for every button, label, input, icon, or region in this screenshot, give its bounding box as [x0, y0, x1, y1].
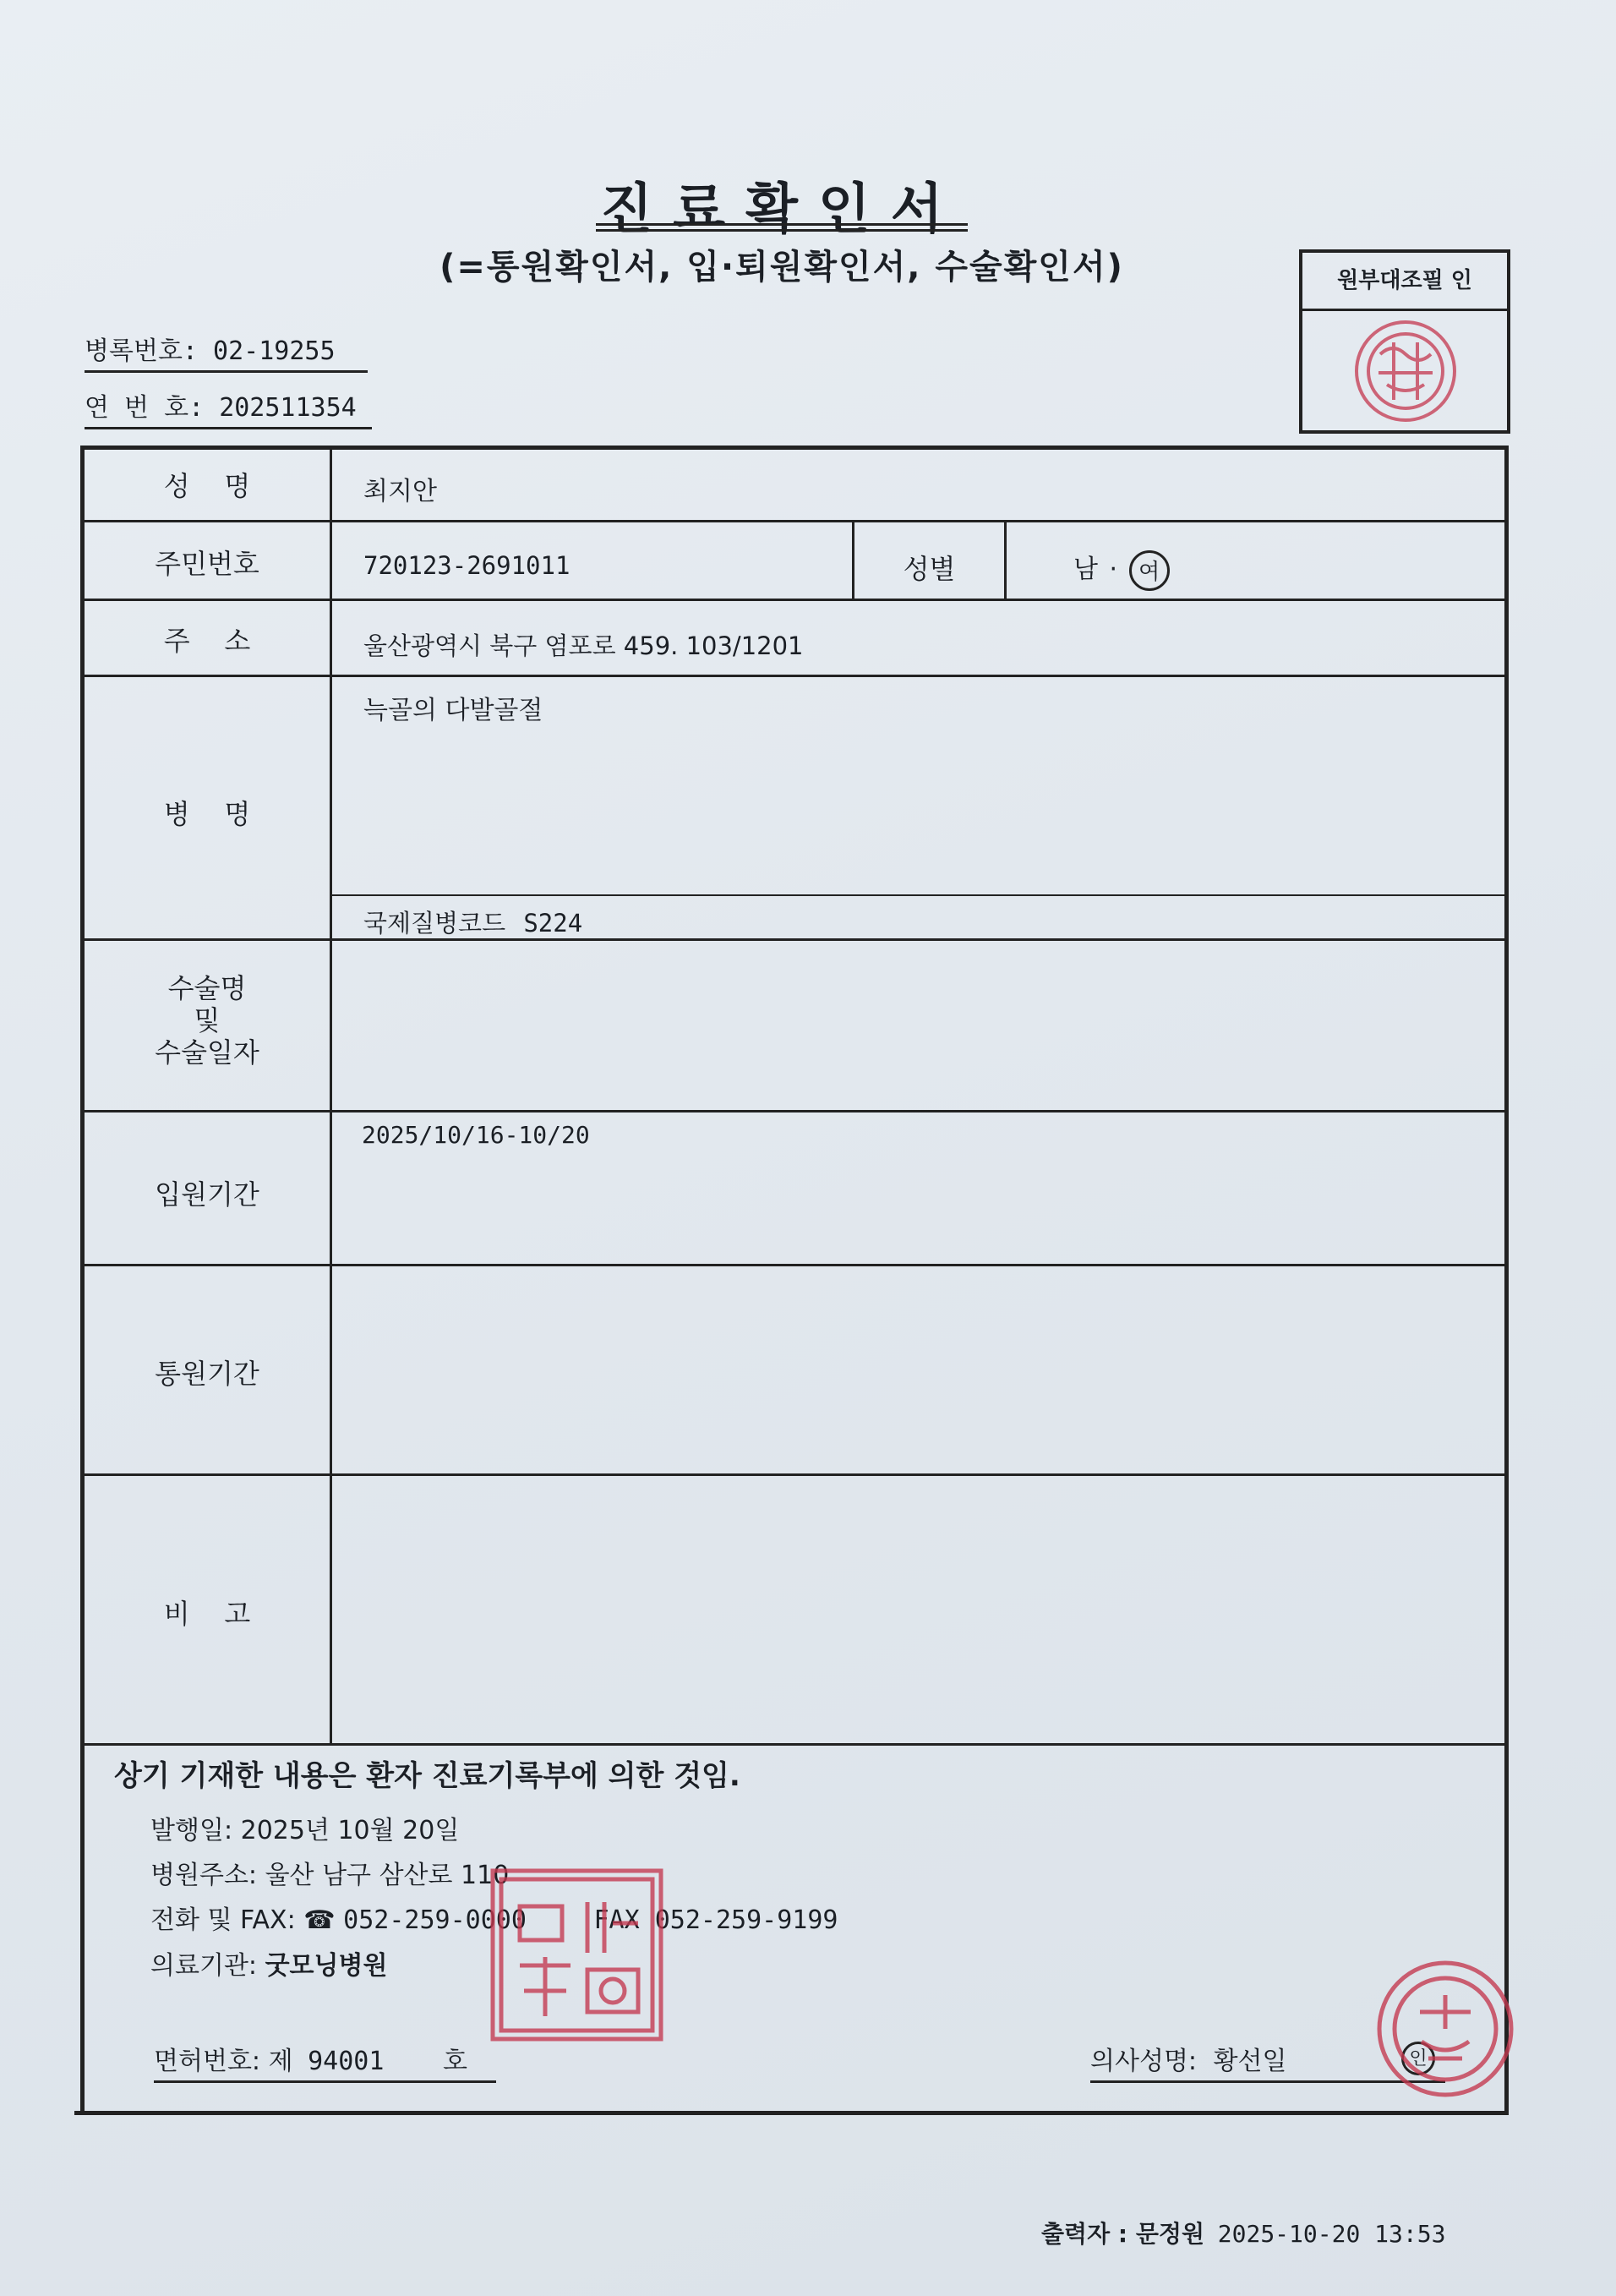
printout-line	[1041, 2216, 1445, 2250]
printer-label: 출력자 :	[1041, 2220, 1128, 2248]
row-separator	[80, 938, 1509, 941]
table-border-bottom	[74, 2111, 1509, 2115]
hospital-address-line	[150, 1854, 509, 1891]
license-label: 면허번호: 제	[154, 2047, 293, 2076]
printer-name: 문정원	[1135, 2220, 1204, 2248]
row-separator	[80, 1743, 1509, 1746]
sex-options: 남 · 여	[1073, 548, 1170, 591]
sex-value-divider	[1004, 520, 1007, 599]
issue-date-line	[150, 1809, 459, 1846]
id-label: 주민번호	[155, 548, 259, 580]
row-separator	[80, 520, 1509, 522]
icd-separator	[330, 894, 1509, 896]
verification-seal-label: 원부대조필 인	[1302, 253, 1507, 311]
surgery-label-line-1: 수술명	[167, 972, 247, 1004]
patient-name: 최지안	[363, 477, 437, 506]
label-column-divider	[330, 446, 332, 1743]
phone-icon: ☎	[303, 1905, 336, 1935]
doctor-label: 의사성명:	[1090, 2047, 1198, 2076]
surgery-label-line-3: 수술일자	[155, 1036, 259, 1069]
remarks-label: 비 고	[163, 1598, 251, 1630]
issue-date: 2025년 10월 20일	[240, 1816, 460, 1845]
institution-name: 굿모닝병원	[265, 1951, 388, 1981]
doctor-name: 황선일	[1213, 2047, 1287, 2076]
row-separator	[80, 675, 1509, 677]
fax-number: FAX 052-259-9199	[593, 1905, 838, 1935]
patient-address: 울산광역시 북구 염포로 459. 103/1201	[363, 631, 804, 660]
license-line	[154, 2040, 496, 2083]
institution-line	[150, 1944, 387, 1982]
phone-number: 052-259-0000	[343, 1905, 527, 1935]
table-border-top	[80, 446, 1509, 450]
diagnosis-value: 늑골의 다발골절	[363, 696, 543, 725]
table-border-left	[80, 446, 85, 2113]
serial-number-label: 연 번 호:	[85, 393, 205, 423]
record-number-value: 02-19255	[213, 336, 336, 366]
document-subtitle: (=통원확인서, 입·퇴원확인서, 수술확인서)	[439, 248, 1124, 287]
phone-label: 전화 및 FAX:	[150, 1905, 296, 1935]
icd-code	[363, 905, 582, 939]
hospital-address-label: 병원주소:	[150, 1861, 258, 1890]
icd-label: 국제질병코드	[363, 909, 506, 938]
sex-female-option-circled: 여	[1129, 550, 1170, 591]
license-suffix: 호	[442, 2047, 467, 2076]
surgery-label-line-2: 및	[194, 1004, 221, 1036]
resident-id: 720123-2691011	[363, 551, 571, 580]
record-number-label: 병록번호:	[85, 336, 198, 366]
row-separator	[80, 1473, 1509, 1476]
surgery-label	[85, 972, 330, 1069]
license-number: 94001	[308, 2047, 385, 2076]
doctor-seal-mark: 인	[1401, 2042, 1435, 2075]
table-border-right	[1504, 446, 1509, 2113]
certification-statement: 상기 기재한 내용은 환자 진료기록부에 의한 것임.	[114, 1759, 740, 1793]
admission-label: 입원기간	[155, 1178, 259, 1211]
outpatient-label: 통원기간	[155, 1358, 259, 1390]
diagnosis-label: 병 명	[163, 798, 251, 830]
sex-label: 성별	[903, 553, 956, 585]
issue-date-label: 발행일:	[150, 1816, 233, 1845]
row-separator	[80, 1110, 1509, 1112]
serial-number-value: 202511354	[219, 393, 357, 423]
sex-male-option: 남	[1073, 555, 1098, 584]
printed-at: 2025-10-20 13:53	[1217, 2220, 1446, 2248]
hospital-seal-stamp-icon	[486, 1864, 668, 2046]
row-separator	[80, 599, 1509, 601]
row-separator	[80, 1264, 1509, 1266]
icd-value: S224	[523, 909, 583, 938]
document-title: 진료확인서	[600, 178, 964, 241]
address-label: 주 소	[163, 625, 251, 657]
hospital-address: 울산 남구 삼산로 110	[265, 1861, 510, 1890]
institution-label: 의료기관:	[150, 1951, 258, 1981]
doctor-seal-stamp-icon	[1369, 1953, 1521, 2105]
admission-period: 2025/10/16-10/20	[362, 1121, 590, 1149]
name-label: 성 명	[163, 470, 251, 502]
